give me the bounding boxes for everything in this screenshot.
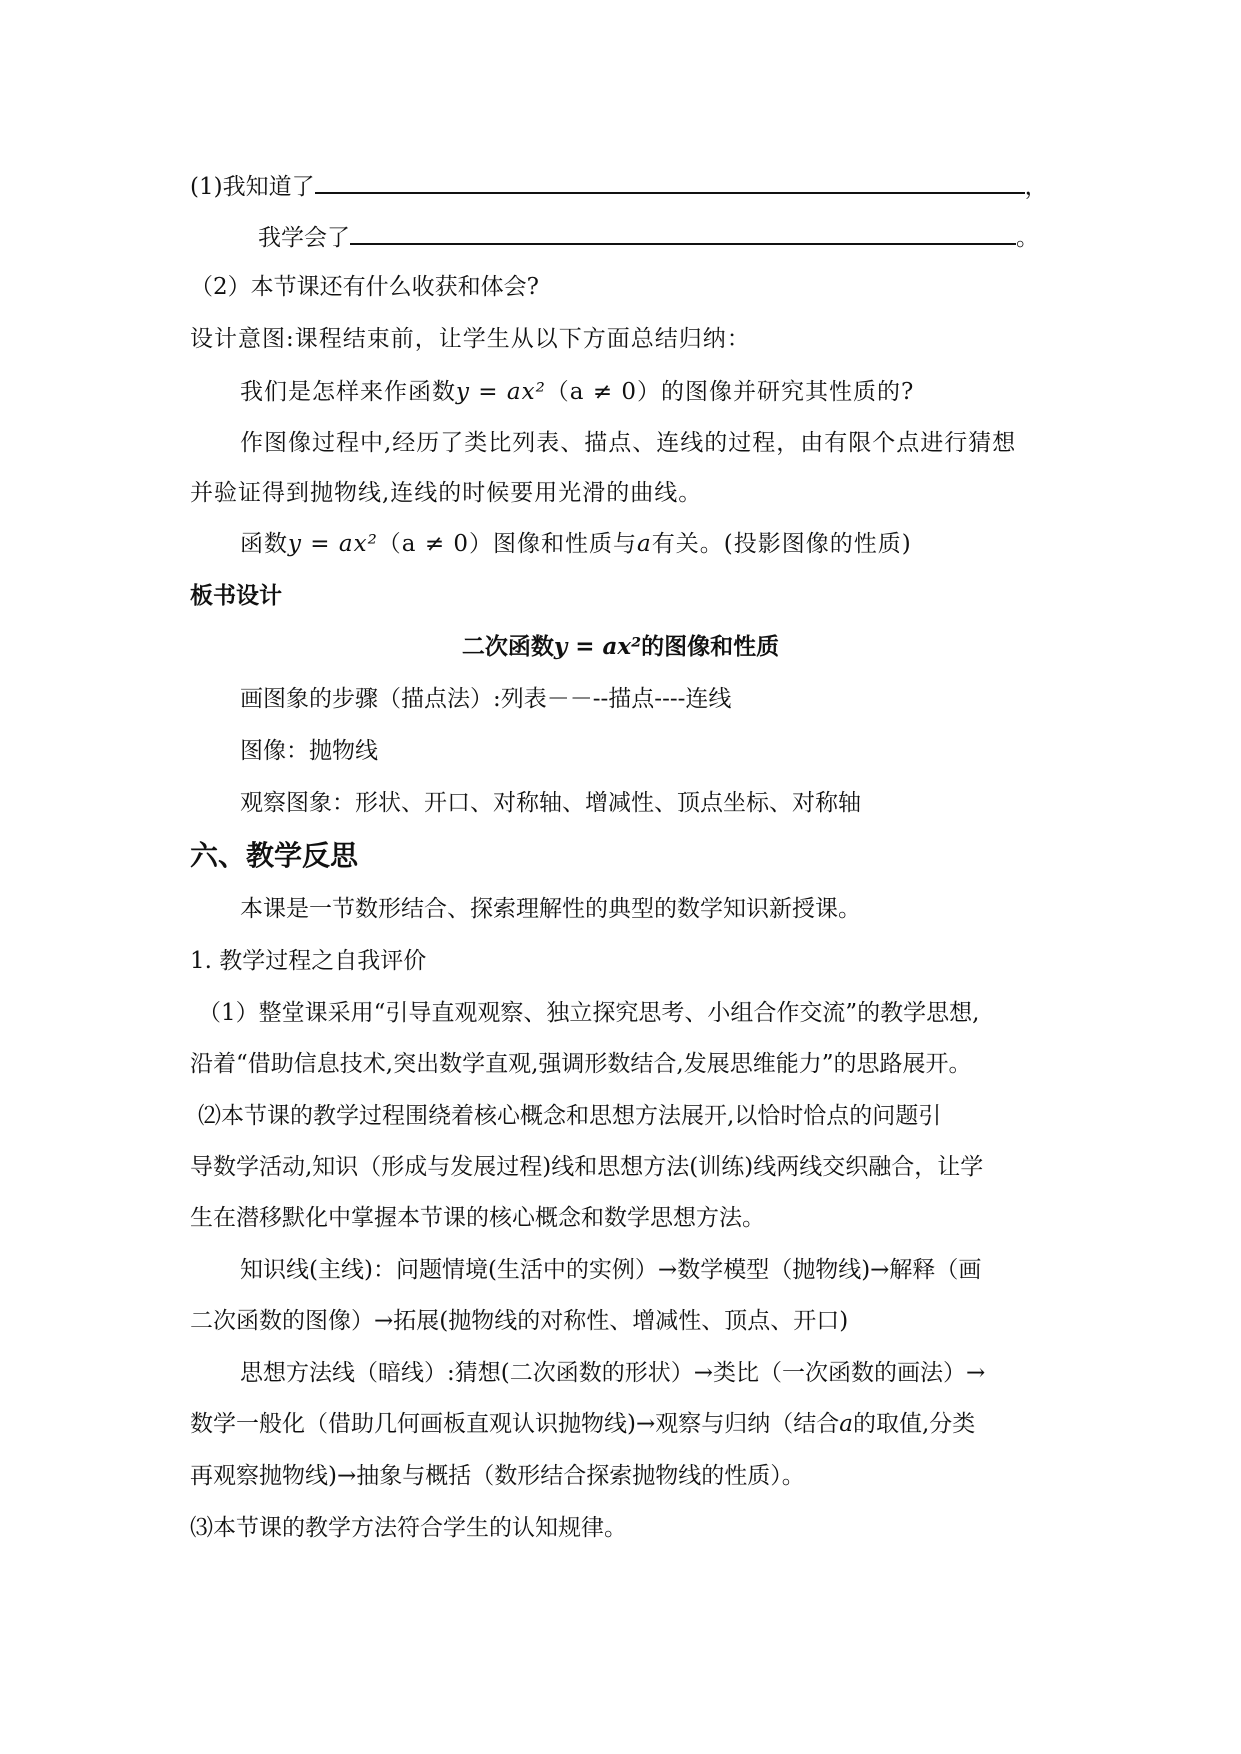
summary-paragraph-1	[240, 377, 914, 407]
thinking-line-1: 思想方法线（暗线）:猜想(二次函数的形状）→类比（一次函数的画法）→	[240, 1360, 986, 1386]
reflection-heading: 六、教学反思	[190, 839, 359, 872]
board-heading: 板书设计	[190, 583, 282, 609]
board-observe: 观察图象：形状、开口、对称轴、增减性、顶点坐标、对称轴	[240, 790, 861, 816]
p1-formula: y = ax²	[456, 379, 546, 405]
learn-end: 。	[1016, 225, 1039, 251]
learn-blank[interactable]	[350, 221, 1016, 245]
learn-line	[258, 221, 1039, 253]
p1-condition: （a ≠ 0）	[545, 379, 662, 405]
knowledge-line-1: 知识线(主线)：问题情境(生活中的实例）→数学模型（抛物线)→解释（画	[240, 1257, 982, 1283]
p3-condition: （a ≠ 0）	[377, 531, 494, 557]
knowledge-line-2: 二次函数的图像）→拓展(抛物线的对称性、增减性、顶点、开口)	[190, 1308, 849, 1334]
question-2: （2）本节课还有什么收获和体会?	[190, 274, 539, 300]
p1-text-end: 的图像并研究其性质的?	[661, 379, 915, 405]
board-title-formula: y = ax²	[553, 633, 642, 660]
p3-text-end: 有关。(投影图像的性质)	[651, 531, 912, 557]
board-image: 图像：抛物线	[240, 738, 378, 764]
reflection-c2-line-3: 生在潜移默化中掌握本节课的核心概念和数学思想方法。	[190, 1205, 765, 1231]
summary-paragraph-3	[240, 529, 912, 559]
reflection-c1-line-2: 沿着“借助信息技术,突出数学直观,强调形数结合,发展思维能力”的思路展开。	[190, 1051, 972, 1077]
thinking-line-2	[190, 1409, 975, 1439]
p3-text-mid: 图像和性质与	[493, 531, 638, 557]
reflection-c2-line-1: ⑵本节课的教学过程围绕着核心概念和思想方法展开,以恰时恰点的问题引	[198, 1103, 942, 1129]
p1-text: 我们是怎样来作函数	[240, 379, 456, 405]
thinking-line-2-variable: a	[839, 1411, 853, 1437]
thinking-line-3: 再观察抛物线)→抽象与概括（数形结合探索抛物线的性质）。	[190, 1463, 805, 1489]
know-end: ，	[1024, 174, 1048, 200]
summary-paragraph-2-line-2: 并验证得到抛物线,连线的时候要用光滑的曲线。	[190, 480, 703, 506]
thinking-line-2-text: 数学一般化（借助几何画板直观认识抛物线)→观察与归纳（结合	[190, 1411, 840, 1437]
board-title-text: 二次函数	[461, 634, 554, 660]
reflection-subheading-1: 1. 教学过程之自我评价	[190, 948, 427, 974]
thinking-line-2-text-end: 的取值,分类	[852, 1411, 976, 1437]
p3-text: 函数	[240, 531, 288, 557]
design-intent: 设计意图:课程结束前，让学生从以下方面总结归纳：	[190, 326, 751, 352]
board-steps: 画图象的步骤（描点法）:列表－－--描点----连线	[240, 686, 732, 712]
learn-label: 我学会了	[258, 225, 350, 251]
reflection-c3: ⑶本节课的教学方法符合学生的认知规律。	[190, 1515, 627, 1541]
know-label: (1)我知道了	[190, 174, 315, 200]
board-title	[0, 632, 1241, 662]
p3-variable: a	[637, 531, 652, 557]
summary-paragraph-2-line-1: 作图像过程中,经历了类比列表、描点、连线的过程，由有限个点进行猜想	[240, 430, 1017, 456]
board-title-text-end: 的图像和性质	[641, 634, 780, 660]
reflection-intro: 本课是一节数形结合、探索理解性的典型的数学知识新授课。	[240, 896, 861, 922]
reflection-c1-line-1: （1）整堂课采用“引导直观观察、独立探究思考、小组合作交流”的教学思想,	[198, 1000, 980, 1026]
know-blank[interactable]	[315, 170, 1025, 194]
know-line	[190, 170, 1048, 202]
p3-formula: y = ax²	[288, 531, 378, 557]
reflection-c2-line-2: 导数学活动,知识（形成与发展过程)线和思想方法(训练)线两线交织融合，让学	[190, 1154, 984, 1180]
